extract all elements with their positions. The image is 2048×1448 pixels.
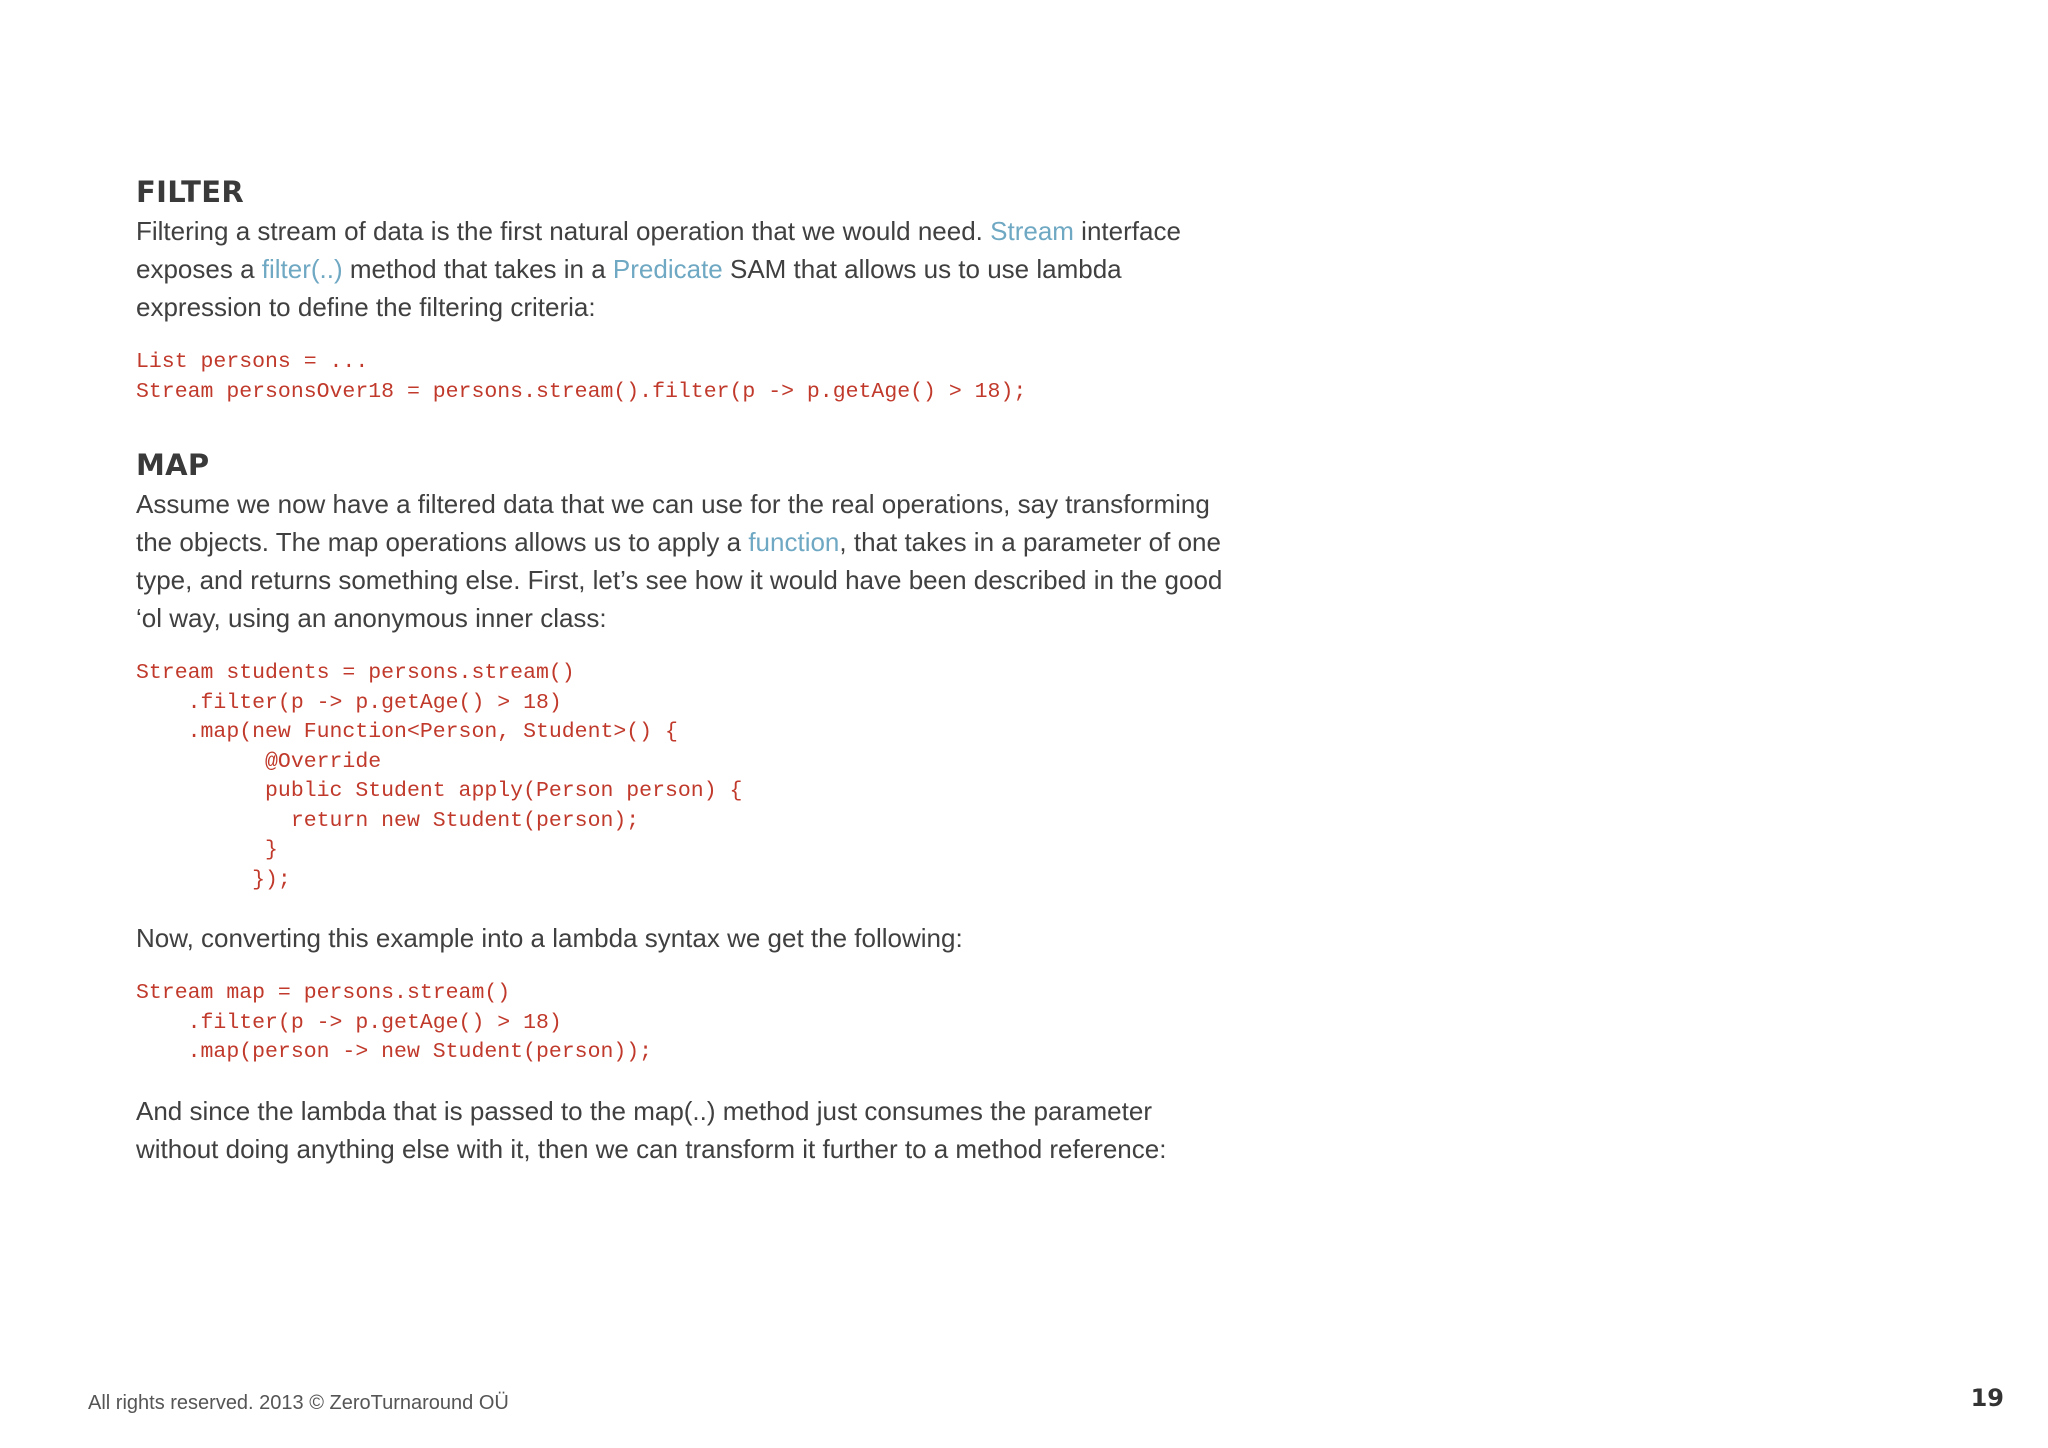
filter-text-1: Filtering a stream of data is the first natural operation that we would need. — [136, 216, 991, 246]
filter-code-block: List persons = ... Stream personsOver18 = persons.stream().filter(p -> p.getAge() > 18); — [136, 350, 1027, 404]
map-paragraph-3: And since the lambda that is passed to the map(..) method just consumes the parameter without doing anything else with it, then we can transform it further to a method reference: — [136, 1095, 1167, 1164]
page-number: 19 — [1970, 1384, 2004, 1412]
filter-text-2: interface exposes a — [136, 216, 1181, 284]
function-link[interactable]: function — [748, 527, 840, 557]
map-paragraph-2: Now, converting this example into a lambda syntax we get the following: — [136, 923, 963, 953]
filter-heading: FILTER — [136, 175, 245, 209]
footer-copyright: All rights reserved. 2013 © ZeroTurnaround OÜ — [88, 1392, 509, 1414]
map-heading: MAP — [136, 448, 210, 482]
filter-text-4: SAM that allows us to use lambda expression to define the filtering criteria: — [136, 254, 1122, 322]
filter-method-link[interactable]: filter(..) — [261, 254, 343, 284]
map-text-2: , that takes in a parameter of one type, and returns something else. First, let’s see how it would have been described in the good ‘ol way, using an anonymous inner class: — [136, 527, 1223, 633]
page-content — [136, 170, 1236, 1168]
predicate-link[interactable]: Predicate — [612, 254, 723, 284]
map-code-block-2: Stream map = persons.stream() .filter(p -> p.getAge() > 18) .map(person -> new Student(person)); — [136, 981, 653, 1064]
map-paragraph-1 — [136, 485, 1236, 637]
map-text-1: Assume we now have a filtered data that we can use for the real operations, say transforming the objects. The map operations allows us to apply a — [136, 489, 1210, 557]
filter-text-3: method that takes in a — [342, 254, 613, 284]
map-code-block-1: Stream students = persons.stream() .filter(p -> p.getAge() > 18) .map(new Function<Person, Student>() { @Override public Student apply(Person person) { return new Student(person); } }); — [136, 661, 743, 892]
stream-link[interactable]: Stream — [990, 216, 1074, 246]
filter-paragraph — [136, 212, 1226, 326]
